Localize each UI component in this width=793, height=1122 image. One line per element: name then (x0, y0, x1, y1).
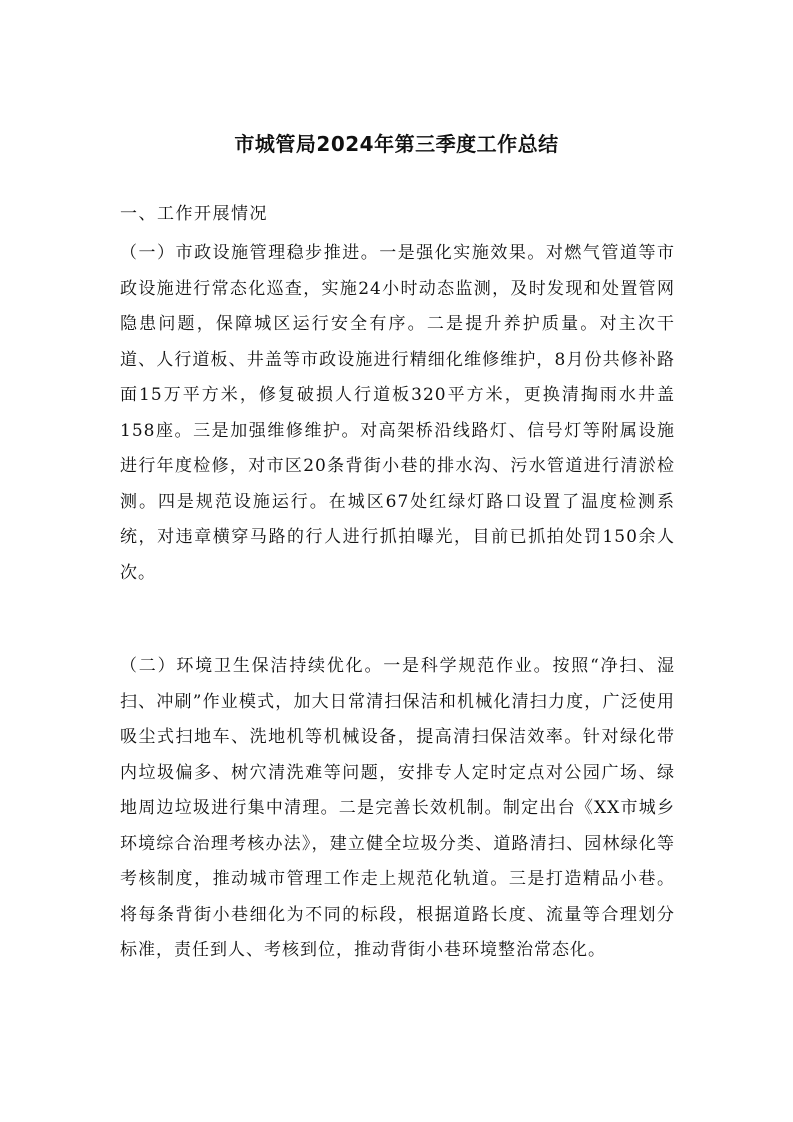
section-heading: 一、工作开展情况 (120, 204, 268, 224)
paragraph-municipal-facilities: （一）市政设施管理稳步推进。一是强化实施效果。对燃气管道等市政设施进行常态化巡查，实施24小时动态监测，及时发现和处置管网隐患问题，保障城区运行安全有序。二是提升养护质量。对主次干道、人行道板、井盖等市政设施进行精细化维修维护，8月份共修补路面15万平方米，修复破损人行道板320平方米，更换清掏雨水井盖158座。三是加强维修维护。对高架桥沿线路灯、信号灯等附属设施进行年度检修，对市区20条背街小巷的排水沟、污水管道进行清淤检测。四是规范设施运行。在城区67处红绿灯路口设置了温度检测系统，对违章横穿马路的行人进行抓拍曝光，目前已抓拍处罚150余人次。 (120, 243, 675, 583)
paragraph-environmental-sanitation: （二）环境卫生保洁持续优化。一是科学规范作业。按照“净扫、湿扫、冲刷”作业模式，加大日常清扫保洁和机械化清扫力度，广泛使用吸尘式扫地车、洗地机等机械设备，提高清扫保洁效率。针对绿化带内垃圾偏多、树穴清洗难等问题，安排专人定时定点对公园广场、绿地周边垃圾进行集中清理。二是完善长效机制。制定出台《XX市城乡环境综合治理考核办法》，建立健全垃圾分类、道路清扫、园林绿化等考核制度，推动城市管理工作走上规范化轨道。三是打造精品小巷。将每条背街小巷细化为不同的标段，根据道路长度、流量等合理划分标准，责任到人、考核到位，推动背街小巷环境整治常态化。 (120, 656, 675, 960)
document-title: 市城管局2024年第三季度工作总结 (234, 132, 559, 156)
